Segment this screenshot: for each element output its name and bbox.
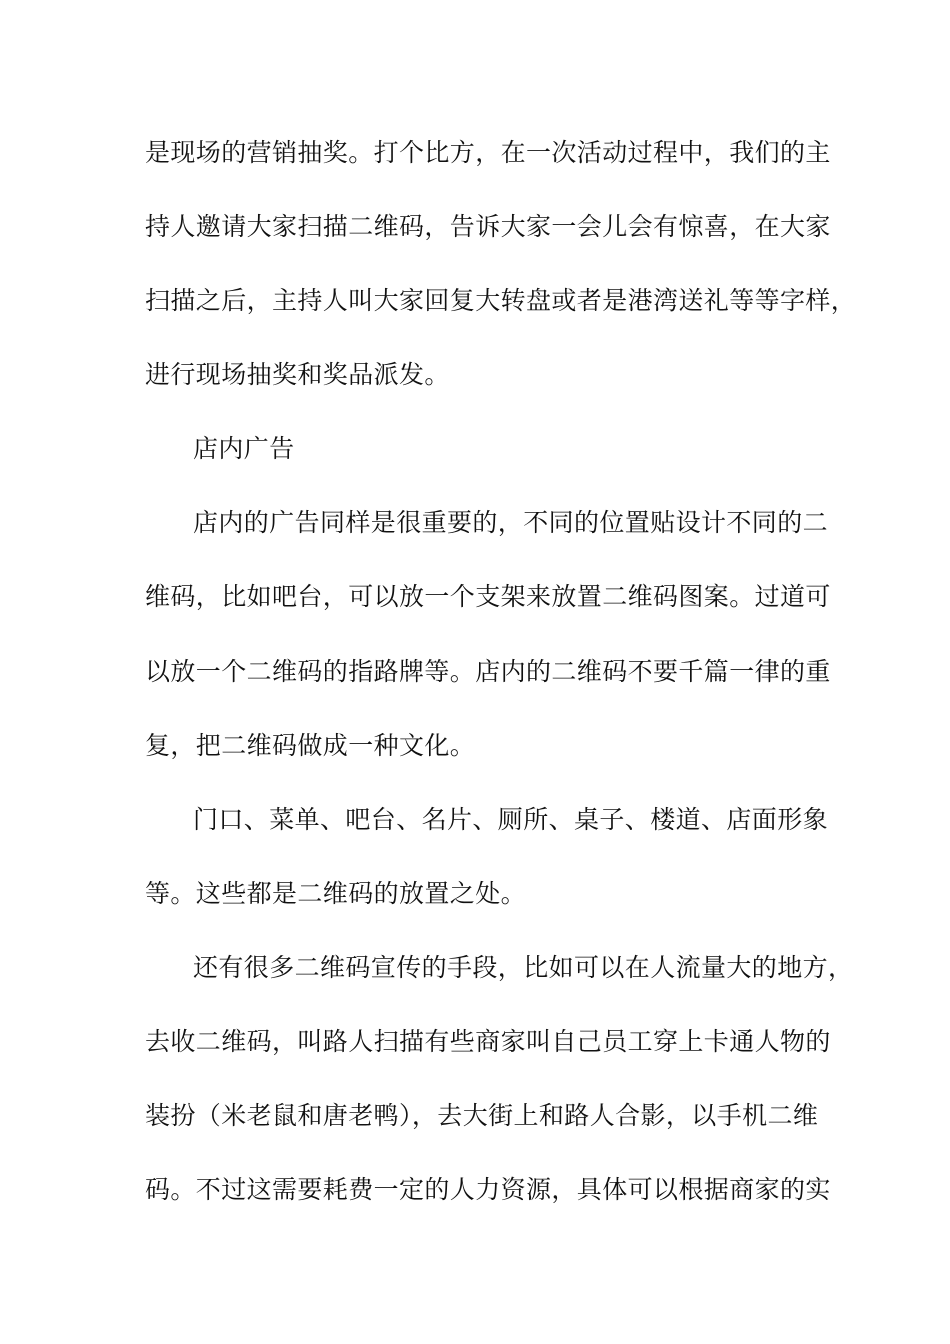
section-heading: 店内广告	[193, 434, 295, 463]
paragraph-line: 是现场的营销抽奖。打个比方，在一次活动过程中，我们的主	[145, 138, 831, 167]
paragraph-line: 等。这些都是二维码的放置之处。	[145, 879, 527, 908]
paragraph-line: 去收二维码，叫路人扫描有些商家叫自己员工穿上卡通人物的	[145, 1027, 831, 1056]
paragraph-line: 扫描之后，主持人叫大家回复大转盘或者是港湾送礼等等字样，	[145, 286, 857, 315]
paragraph-line: 持人邀请大家扫描二维码，告诉大家一会儿会有惊喜，在大家	[145, 212, 831, 241]
paragraph-line: 店内的广告同样是很重要的，不同的位置贴设计不同的二	[193, 508, 829, 537]
paragraph-line: 码。不过这需要耗费一定的人力资源，具体可以根据商家的实	[145, 1175, 831, 1204]
paragraph-line: 装扮（米老鼠和唐老鸭），去大街上和路人合影，以手机二维	[145, 1101, 819, 1130]
paragraph-line: 以放一个二维码的指路牌等。店内的二维码不要千篇一律的重	[145, 657, 831, 686]
paragraph-line: 还有很多二维码宣传的手段，比如可以在人流量大的地方，	[193, 953, 854, 982]
paragraph-line: 进行现场抽奖和奖品派发。	[145, 360, 450, 389]
paragraph-line: 门口、菜单、吧台、名片、厕所、桌子、楼道、店面形象	[193, 805, 829, 834]
paragraph-line: 维码，比如吧台，可以放一个支架来放置二维码图案。过道可	[145, 582, 831, 611]
paragraph-line: 复，把二维码做成一种文化。	[145, 731, 476, 760]
